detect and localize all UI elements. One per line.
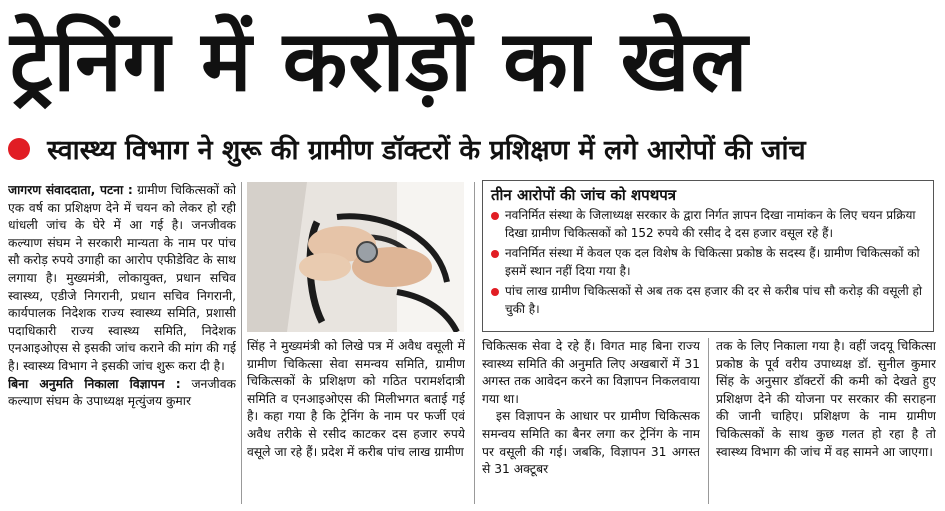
- article-column-3: [482, 338, 700, 504]
- headline: ट्रेनिंग में करोड़ों का खेल: [10, 12, 749, 110]
- red-bullet-icon: [8, 138, 30, 160]
- article-paragraph: तक के लिए निकाला गया है। वहीं जदयू चिकित्सा प्रकोष्ठ के पूर्व वरीय उपाध्यक्ष डॉ. सुनील कुमार सिंह के अनुसार डॉक्टरों की कमी को देखते हुए प्रशिक्षण देने की योजना पर सरकार की सराहना की जानी चाहिए। प्रशिक्षण के नाम ग्रामीण चिकित्सकों के साथ कुछ गलत हो रहा है तो स्वास्थ्य विभाग की जांच में वह सामने आ जाएगा।: [716, 339, 936, 459]
- article-column-2: [247, 338, 465, 504]
- red-bullet-icon: [491, 250, 499, 258]
- section-subhead: बिना अनुमति निकाला विज्ञापन :: [8, 376, 181, 391]
- column-divider: [241, 182, 242, 504]
- article-photo: [247, 182, 464, 332]
- list-item: [491, 245, 925, 280]
- list-item: [491, 207, 925, 242]
- article-paragraph: इस विज्ञापन के आधार पर ग्रामीण चिकित्सक समन्वय समिति का बैनर लगा कर ट्रेनिंग के नाम पर वसूली की गई। जबकि, विज्ञापन 31 अगस्त से 31 अक्टूबर: [482, 409, 700, 477]
- list-item: [491, 283, 925, 318]
- list-item-text: नवनिर्मित संस्था के जिलाध्यक्ष सरकार के द्वारा निर्गत ज्ञापन दिखा नामांकन के लिए चयन प्रक्रिया दिखा ग्रामीण चिकित्सकों को 152 रुपये की रसीद दे दस हजार वसूल रहे हैं।: [505, 208, 916, 240]
- subheadline: स्वास्थ्य विभाग ने शुरू की ग्रामीण डॉक्टरों के प्रशिक्षण में लगे आरोपों की जांच: [47, 135, 806, 166]
- box-title: तीन आरोपों की जांच को शपथपत्र: [491, 186, 677, 204]
- article-paragraph: सिंह ने मुख्यमंत्री को लिखे पत्र में अवैध वसूली में ग्रामीण चिकित्सा सेवा समन्वय समिति, ग्रामीण चिकित्सकों के प्रशिक्षण को गठित परामर्शदात्री समिति व एनआइओएस की मिलीभगत बताई गई है। कहा गया है कि ट्रेनिंग के नाम पर फर्जी एवं अवैध तरीके से रसीद काटकर दस हजार रुपये वसूले जा रहे हैं। प्रदेश में करीब पांच लाख ग्रामीण: [247, 339, 465, 459]
- article-column-4: [716, 338, 936, 504]
- article-paragraph: चिकित्सक सेवा दे रहे हैं। विगत माह बिना राज्य स्वास्थ्य समिति की अनुमति लिए अखबारों में 31 अगस्त तक आवेदन करने का विज्ञापन निकलवाया गया था।: [482, 339, 700, 406]
- column-divider: [708, 338, 709, 504]
- red-bullet-icon: [491, 212, 499, 220]
- byline: जागरण संवाददाता, पटना :: [8, 183, 133, 197]
- stethoscope-icon: [247, 182, 464, 332]
- column-divider: [474, 182, 475, 504]
- red-bullet-icon: [491, 288, 499, 296]
- article-paragraph: ग्रामीण चिकित्सकों को एक वर्ष का प्रशिक्षण देने में चयन को लेकर हो रही धांधली जांच के घेरे में आ गई है। जनजीवक कल्याण संघम ने सरकारी मान्यता के नाम पर पांच सौ करोड़ रुपये उगाही का आरोप एफीडेविट के साथ लगाया है। मुख्यमंत्री, लोकायुक्त, प्रधान सचिव स्वास्थ्य, एडीजे निगरानी, प्रधान सचिव निगरानी, कार्यपालक निदेशक राज्य स्वास्थ्य समिति, प्रशासी पदाधिकारी राज्य स्वास्थ्य समिति, निदेशक एनआइओएस से इसकी जांच कराने की मांग की गई है। स्वास्थ्य विभाग ने इसकी जांच शुरू करा दी है।: [8, 183, 236, 373]
- subheadline-row: [8, 130, 938, 174]
- list-item-text: पांच लाख ग्रामीण चिकित्सकों से अब तक दस हजार की दर से करीब पांच सौ करोड़ की वसूली हो चुकी है।: [505, 284, 923, 316]
- article-column-1: [8, 182, 236, 504]
- list-item-text: नवनिर्मित संस्था में केवल एक दल विशेष के चिकित्सा प्रकोष्ठ के सदस्य हैं। ग्रामीण चिकित्सकों को इसमें स्थान नहीं दिया गया है।: [505, 246, 920, 278]
- article-paragraph: जनजीवक कल्याण संघम के उपाध्यक्ष मृत्युंजय कुमार: [8, 376, 236, 409]
- allegations-box: [482, 180, 934, 332]
